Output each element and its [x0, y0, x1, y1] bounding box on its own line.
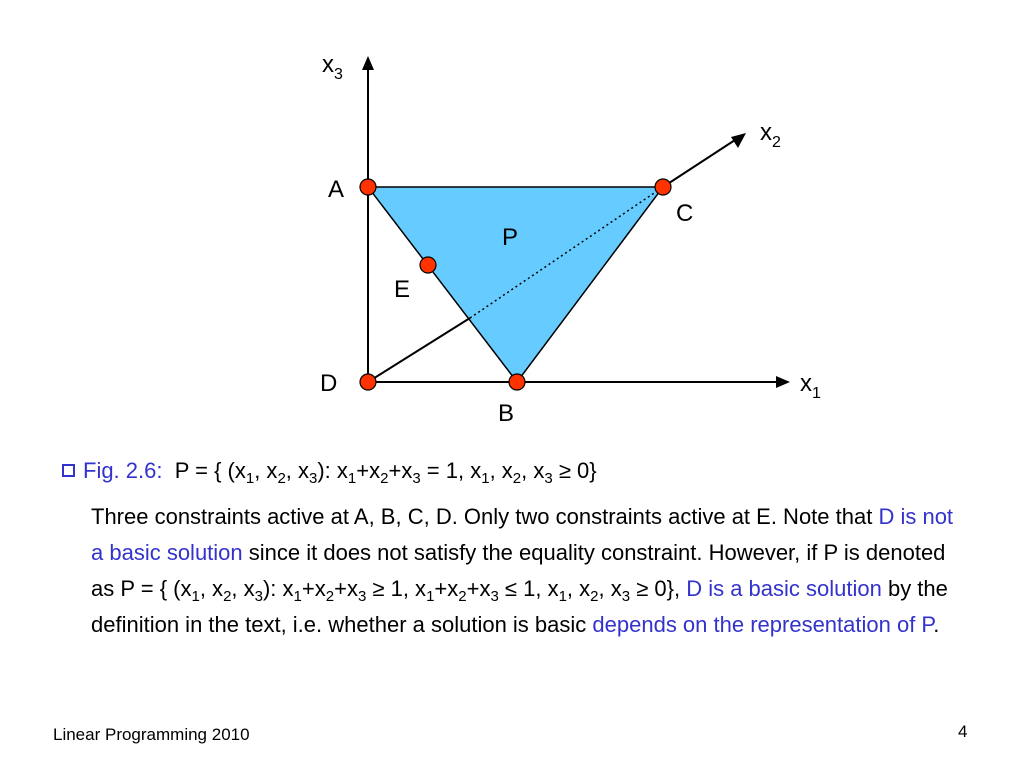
region-p-label: P [502, 224, 519, 251]
x1-axis-arrowhead [776, 376, 790, 388]
point-e-label: E [394, 276, 411, 303]
x3-axis-arrowhead [362, 56, 374, 70]
x2-axis-upper [663, 140, 735, 187]
bullet-fig-caption [62, 456, 597, 486]
point-a-marker [360, 179, 376, 195]
x2-axis-lower [368, 318, 470, 382]
x1-axis-label: $x_1$ [800, 370, 821, 402]
x2-axis-label: $x_2$ [760, 119, 781, 151]
explanation-paragraph: Three constraints active at A, B, C, D. Only two constraints active at E. Note that D is not a basic solution since it does not satisfy the equality constraint. However, if P is denoted as P = { ($x_1$, $x_2$, $x_3$): $x_1+x_2+x_3 \ge 1$, $x_1+x_2+x_3 \le 1$, $x_1$, $x_2$, $x_3 \ge 0$}, D is a basic solution by the definition in the text, i.e. whether a solution is basic depends on the representation of P. [91, 504, 954, 637]
highlight-not-basic: D is not a basic solution [91, 504, 954, 565]
x3-axis-label: $x_3$ [322, 51, 343, 83]
highlight-representation: depends on the representation of P [592, 612, 934, 637]
point-b-label: B [498, 400, 515, 427]
polyhedron-definition: P = { ($x_1$, $x_2$, $x_3$): $x_1+x_2+x_3 = 1$, $x_1$, $x_2$, $x_3 \ge 0$} [174, 458, 597, 487]
point-b-marker [509, 374, 525, 390]
bullet-square-icon [62, 464, 75, 477]
highlight-is-basic: D is a basic solution [686, 576, 882, 601]
page-number: 4 [958, 722, 968, 741]
point-d-label: D [320, 370, 338, 397]
x2-axis-arrowhead [731, 133, 746, 148]
point-e-marker [420, 257, 436, 273]
footer-title: Linear Programming 2010 [53, 725, 250, 744]
point-c-marker [655, 179, 671, 195]
point-d-marker [360, 374, 376, 390]
fig-label: Fig. 2.6: [83, 458, 163, 483]
point-a-label: A [328, 176, 345, 203]
point-c-label: C [676, 200, 694, 227]
